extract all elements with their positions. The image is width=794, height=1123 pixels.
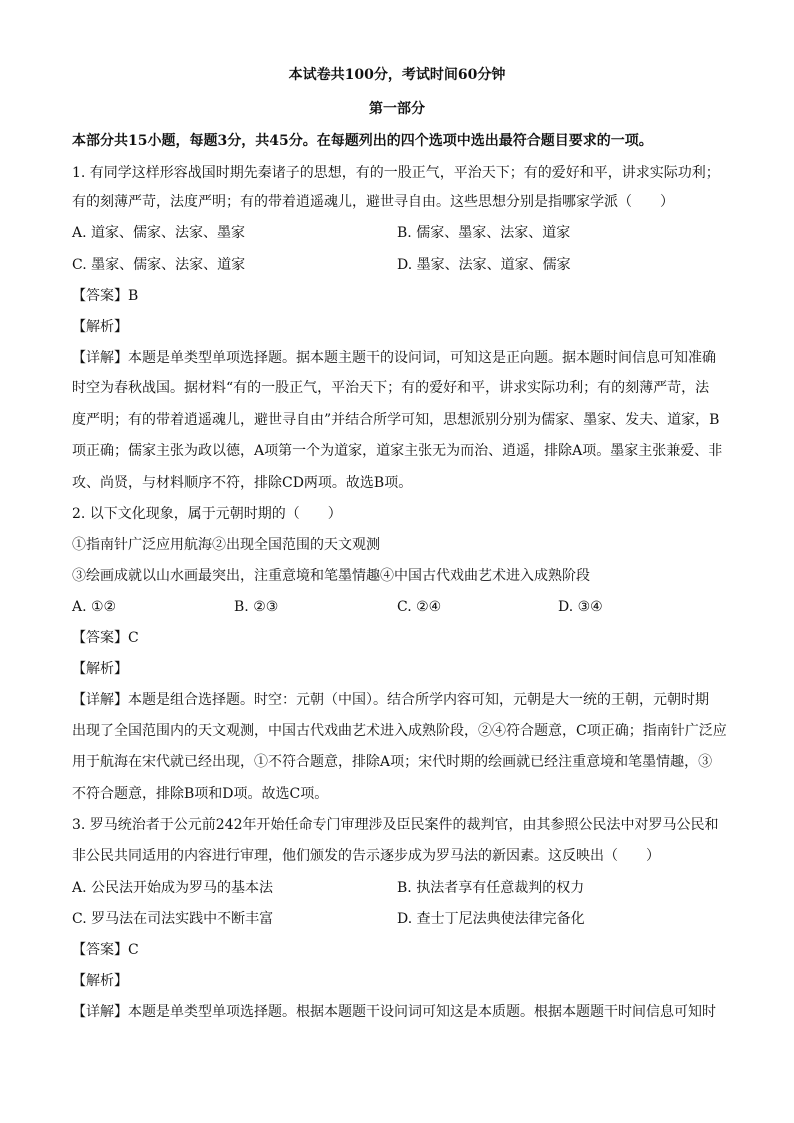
q1-stem-line-2: 有的刻薄严苛，法度严明；有的带着逍遥魂儿，避世寻自由。这些思想分别是指哪家学派（ ） (72, 194, 674, 210)
q3-answer: 【答案】C (72, 942, 139, 958)
q2-item-line-2: ③绘画成就以山水画最突出，注重意境和笔墨情趣④中国古代戏曲艺术进入成熟阶段 (72, 568, 590, 584)
q1-option-b: B. 儒家、墨家、法家、道家 (397, 225, 571, 241)
q3-option-b: B. 执法者享有任意裁判的权力 (397, 880, 585, 896)
q3-option-c: C. 罗马法在司法实践中不断丰富 (72, 911, 274, 927)
q2-detail-line: 用于航海在宋代就已经出现，①不符合题意，排除A项；宋代时期的绘画就已经注重意境和笔墨情趣，③ (72, 754, 713, 770)
q2-detail-line: 不符合题意，排除B项和D项。故选C项。 (72, 786, 329, 802)
q1-stem-line-1: 1. 有同学这样形容战国时期先秦诸子的思想，有的一股正气，平治天下；有的爱好和平，讲求实际功利； (72, 165, 720, 181)
q1-analysis-heading: 【解析】 (72, 319, 128, 335)
q3-analysis-heading: 【解析】 (72, 973, 128, 989)
q3-stem-line-2: 非公民共同适用的内容进行审理，他们颁发的告示逐步成为罗马法的新因素。这反映出（ ） (72, 848, 660, 864)
q1-detail-line: 项正确；儒家主张为政以德，A项第一个为道家，道家主张无为而治、逍遥，排除A项。墨家主张兼爱、非 (72, 443, 723, 459)
q2-item-line-1: ①指南针广泛应用航海②出现全国范围的天文观测 (72, 537, 380, 553)
q1-option-d: D. 墨家、法家、道家、儒家 (397, 257, 571, 273)
q3-option-a: A. 公民法开始成为罗马的基本法 (72, 880, 274, 896)
exam-title: 本试卷共100分，考试时间60分钟 (288, 67, 506, 83)
q2-detail-line: 出现了全国范围内的天文观测，中国古代戏曲艺术进入成熟阶段，②④符合题意，C项正确；指南针广泛应 (72, 723, 727, 739)
q2-detail-line: 【详解】本题是组合选择题。时空：元朝（中国）。结合所学内容可知，元朝是大一统的王朝，元朝时期 (72, 692, 709, 708)
q1-answer: 【答案】B (72, 288, 139, 304)
q2-answer: 【答案】C (72, 630, 139, 646)
q1-detail-line: 【详解】本题是单类型单项选择题。据本题主题干的设问词，可知这是正向题。据本题时间信息可知准确 (72, 350, 716, 366)
q1-option-a: A. 道家、儒家、法家、墨家 (72, 225, 246, 241)
q2-option-b: B. ②③ (234, 599, 279, 615)
q3-stem-line-1: 3. 罗马统治者于公元前242年开始任命专门审理涉及臣民案件的裁判官，由其参照公民法中对罗马公民和 (72, 817, 719, 833)
q3-detail-line: 【详解】本题是单类型单项选择题。根据本题题干设问词可知这是本质题。根据本题题干时间信息可知时 (72, 1004, 716, 1020)
q2-option-a: A. ①② (72, 599, 117, 615)
q2-analysis-heading: 【解析】 (72, 661, 128, 677)
q2-option-c: C. ②④ (397, 599, 442, 615)
q2-stem: 2. 以下文化现象，属于元朝时期的（ ） (72, 506, 342, 522)
section-heading: 第一部分 (369, 101, 425, 117)
q1-option-c: C. 墨家、儒家、法家、道家 (72, 257, 246, 273)
section-instructions: 本部分共15小题，每题3分，共45分。在每题列出的四个选项中选出最符合题目要求的一项。 (72, 133, 653, 149)
q2-option-d: D. ③④ (558, 599, 603, 615)
q1-detail-line: 度严明；有的带着逍遥魂儿，避世寻自由”并结合所学可知，思想派别分别为儒家、墨家、发夫、道家，B (72, 412, 720, 428)
q1-detail-line: 时空为春秋战国。据材料“有的一股正气，平治天下；有的爱好和平，讲求实际功利；有的刻薄严苛，法 (72, 380, 710, 396)
q3-option-d: D. 查士丁尼法典使法律完备化 (397, 911, 585, 927)
q1-detail-line: 攻、尚贤，与材料顺序不符，排除CD两项。故选B项。 (72, 475, 413, 491)
